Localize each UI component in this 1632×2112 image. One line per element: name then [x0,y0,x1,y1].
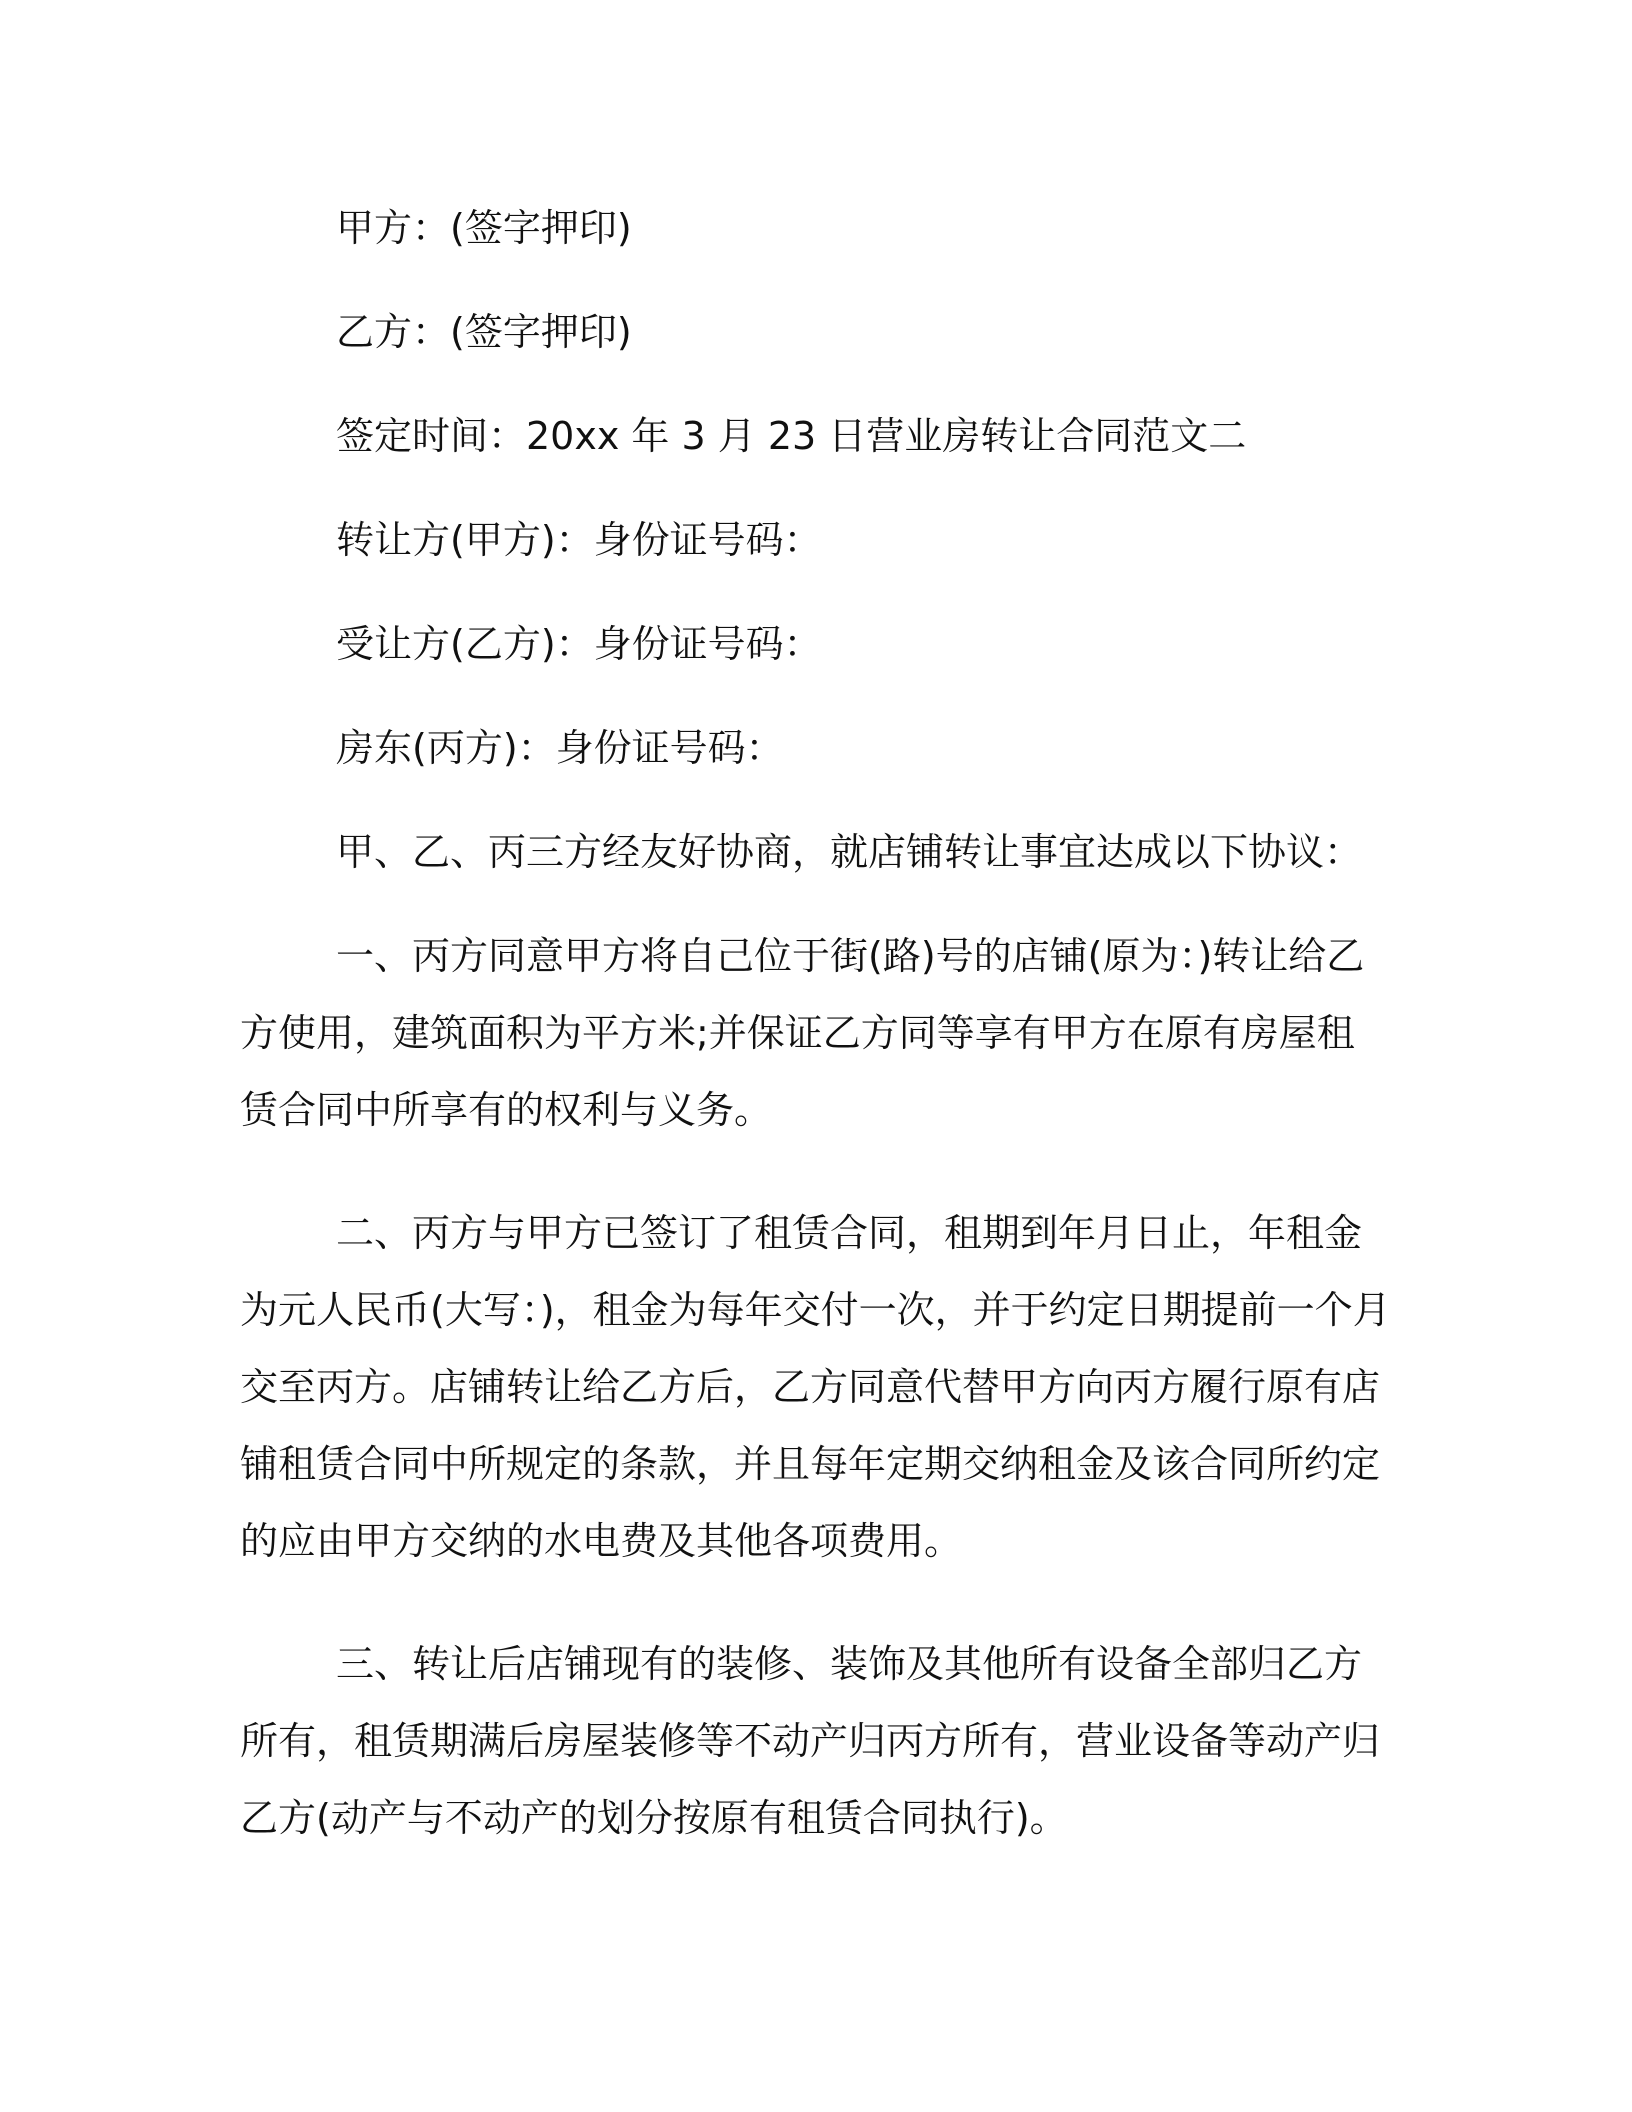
clause-two-paragraph: 二、丙方与甲方已签订了租赁合同，租期到年月日止，年租金为元人民币(大写：)，租金为每年交付一次，并于约定日期提前一个月交至丙方。店铺转让给乙方后，乙方同意代替甲方向丙方履行原有店铺租赁合同中所规定的条款，并且每年定期交纳租金及该合同所约定的应由甲方交纳的水电费及其他各项费用。 [240,1211,1391,1563]
signing-date-line: 签定时间：20xx 年 3 月 23 日营业房转让合同范文二 [336,414,1247,458]
party-a-signature-line: 甲方：(签字押印) [336,206,632,250]
document-body [240,190,1392,1857]
party-b-signature-line: 乙方：(签字押印) [336,310,632,354]
agreement-intro-line: 甲、乙、丙三方经友好协商，就店铺转让事宜达成以下协议： [336,830,1363,874]
transferor-line: 转让方(甲方)：身份证号码： [336,518,822,562]
clause-one-paragraph: 一、丙方同意甲方将自己位于街(路)号的店铺(原为：)转让给乙方使用，建筑面积为平方米;并保证乙方同等享有甲方在原有房屋租赁合同中所享有的权利与义务。 [240,934,1365,1132]
landlord-line: 房东(丙方)：身份证号码： [336,726,784,770]
transferee-line: 受让方(乙方)：身份证号码： [336,622,822,666]
clause-three-paragraph: 三、转让后店铺现有的装修、装饰及其他所有设备全部归乙方所有，租赁期满后房屋装修等不动产归丙方所有，营业设备等动产归乙方(动产与不动产的划分按原有租赁合同执行)。 [240,1642,1381,1840]
